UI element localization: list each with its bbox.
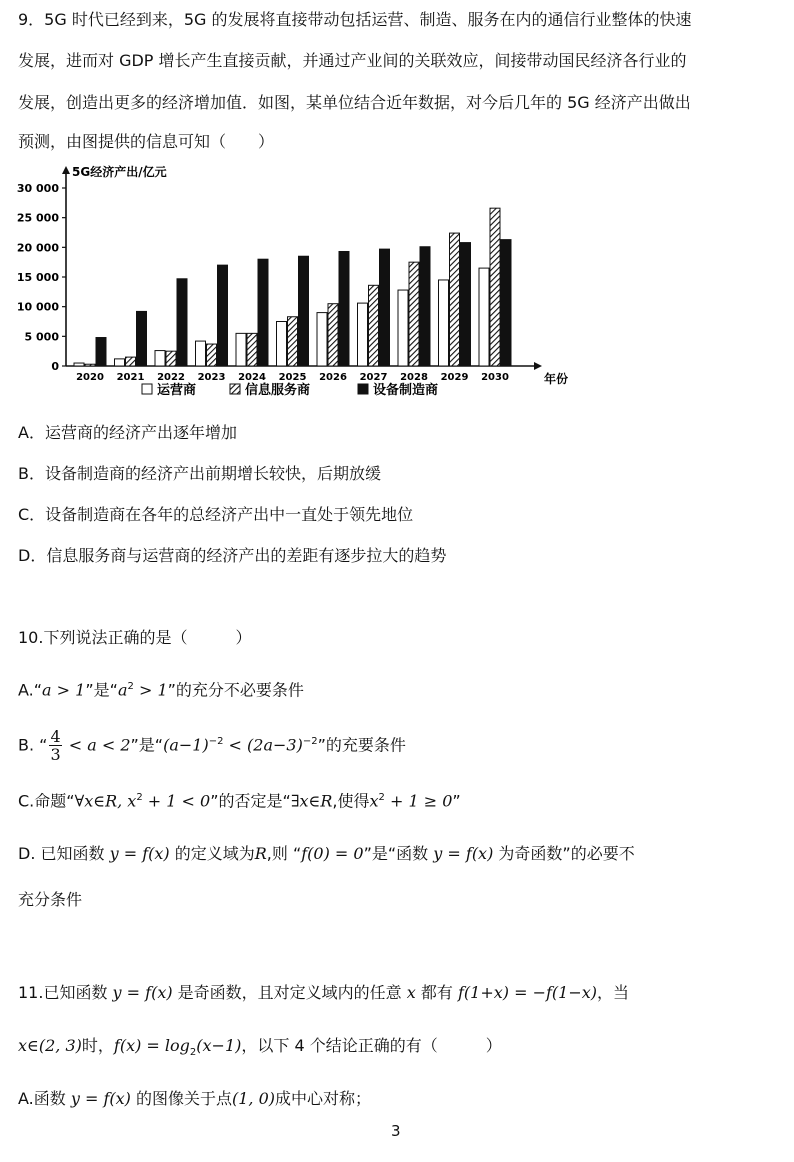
q10-option-b [18,724,406,763]
q10-d-mid3: ”是“函数 [363,844,429,863]
q10-a-math-2: > 1 [51,680,86,700]
x-tick-label: 2025 [278,372,307,383]
y-tick-label: 5 000 [24,330,59,344]
y-axis-arrow [62,166,70,174]
q10-d-post: 为奇函数”的必要不 [498,844,635,863]
q10-c-pre: C.命题“ [18,791,75,811]
q10-b-math-2: (a−1) [163,735,209,755]
q10-c-mid: ”的否定是“ [210,791,291,811]
q10-c-math-5: + 1 ≥ 0 [384,791,453,811]
q11-line-2 [18,1036,502,1063]
bar-equipment-2029 [461,243,471,366]
q10-d-math-1: y = f(x) [104,844,175,863]
q11-a-pre: A.函数 [18,1089,66,1108]
legend-swatch-2 [358,384,368,394]
bar-equipment-2024 [258,259,268,366]
y-tick-label: 25 000 [16,211,59,225]
q10-a-math-4: > 1 [133,680,168,700]
x-axis-arrow [534,362,542,370]
q10-b-fraction [49,728,61,763]
q10-c-exp-2: 2 [378,792,385,803]
q10-c-math-4: x [369,791,379,811]
bar-operator-2029 [439,280,449,366]
q10-b-math-1: < a < 2 [63,735,131,755]
bar-equipment-2022 [177,279,187,366]
bar-equipment-2026 [339,251,349,366]
q10-b-post: ”的充要条件 [317,735,406,755]
x-tick-label: 2020 [76,372,104,383]
bar-info-service-2021 [126,357,136,366]
x-tick-label: 2024 [238,372,266,383]
bar-operator-2024 [236,333,246,366]
bar-equipment-2023 [218,265,228,366]
bar-info-service-2020 [85,364,95,366]
q10-a-math-1: a [42,680,52,700]
bar-info-service-2022 [166,351,176,366]
q10-option-d [18,844,635,864]
page-number: 3 [391,1122,401,1140]
x-tick-label: 2021 [116,372,145,383]
x-tick-label: 2023 [197,372,226,383]
bar-info-service-2029 [450,233,460,366]
bar-equipment-2030 [501,240,511,366]
q11-l2-sub: 2 [189,1047,197,1059]
q10-c-math-2: + 1 < 0 [142,791,211,811]
q11-option-a [18,1089,371,1109]
q10-a-post: ”的充分不必要条件 [167,680,304,700]
q10-c-math-3: ∃x∈R [290,791,333,811]
y-tick-label: 30 000 [16,182,59,195]
bar-operator-2020 [74,363,84,366]
q10-d-pre: D. 已知函数 [18,844,105,863]
q11-l1-pre: 11.已知函数 [18,983,108,1002]
q11-l1-math-2: x [401,983,421,1002]
bar-equipment-2027 [380,249,390,366]
bar-info-service-2023 [207,344,217,366]
x-tick-label: 2027 [359,372,388,383]
bar-equipment-2020 [96,338,106,366]
q9-line-2: 发展，进而对 GDP 增长产生直接贡献，并通过产业间的关联效应，间接带动国民经济各行业的 [18,51,687,70]
y-tick-label: 10 000 [16,300,59,314]
q10-d-mid1: 的定义域为 [174,844,255,863]
q10-a-math-3: a [117,680,128,700]
q10-b-frac-num: 4 [50,727,61,747]
q10-c-post: ” [452,791,461,811]
bar-info-service-2030 [490,208,500,366]
q9-option-c: C．设备制造商在各年的总经济产出中一直处于领先地位 [18,505,414,524]
q11-line-1 [18,983,629,1003]
q11-l2-mid: 时， [81,1036,114,1055]
bar-operator-2021 [115,359,125,366]
q9-option-b: B．设备制造商的经济产出前期增长较快，后期放缓 [18,464,381,483]
q11-l2-math-3: (x−1) [196,1036,242,1055]
q10-title: 10.下列说法正确的是（ ） [18,628,252,647]
q10-b-exp-1: −2 [208,736,224,747]
legend-label-0: 运营商 [157,383,197,398]
x-tick-label: 2026 [319,372,347,383]
q9-option-a: A．运营商的经济产出逐年增加 [18,423,237,442]
q10-b-mid: ”是“ [130,735,164,755]
q10-option-d-line-2: 充分条件 [18,890,83,909]
y-tick-label: 20 000 [16,241,59,255]
q11-a-math-1: y = f(x) [65,1089,136,1108]
q10-c-mid2: ,使得 [332,791,370,811]
x-tick-label: 2028 [400,372,428,383]
q10-option-a [18,677,304,700]
q11-l1-math-3: f(1+x) = −f(1−x) [452,983,598,1002]
bar-operator-2025 [277,322,287,367]
bar-info-service-2024 [247,333,257,366]
q10-c-math-1: ∀x∈R, x [74,791,137,811]
x-tick-label: 2022 [157,372,185,383]
bar-operator-2027 [358,303,368,366]
bar-equipment-2021 [137,311,147,366]
q10-d-mid2: ,则 “ [266,844,302,863]
q11-l2-math-1: x∈(2, 3) [18,1036,82,1055]
bar-info-service-2027 [369,285,379,366]
q9-option-d: D．信息服务商与运营商的经济产出的差距有逐步拉大的趋势 [18,546,447,565]
q10-b-frac-den: 3 [50,745,61,765]
q11-a-post: 成中心对称； [275,1089,372,1108]
bar-equipment-2025 [299,256,309,366]
q9-line-1: 9．5G 时代已经到来，5G 的发展将直接带动包括运营、制造、服务在内的通信行业整体的快速 [18,10,692,29]
q11-a-mid: 的图像关于点 [135,1089,232,1108]
legend-swatch-1 [230,384,240,394]
q11-l2-post: ，以下 4 个结论正确的有（ ） [241,1036,502,1055]
y-tick-label: 15 000 [16,271,59,284]
q11-l1-math-1: y = f(x) [107,983,178,1002]
bar-operator-2026 [317,313,327,366]
q10-b-pre: B. “ [18,735,48,755]
q11-l1-post: ，当 [597,983,630,1002]
q11-a-math-2: (1, 0) [232,1089,276,1108]
bar-operator-2030 [479,268,489,366]
q10-a-exp: 2 [127,681,134,692]
bar-info-service-2026 [328,304,338,366]
q10-d-math-2: R [254,844,267,863]
bar-equipment-2028 [420,247,430,366]
y-tick-label: 0 [51,360,59,373]
x-axis-label: 年份 [544,372,569,386]
legend-swatch-0 [142,384,152,394]
q9-line-3: 发展，创造出更多的经济增加值．如图，某单位结合近年数据，对今后几年的 5G 经济产出做出 [18,93,691,112]
q10-a-pre: A.“ [18,680,43,700]
x-tick-label: 2030 [481,372,509,383]
q10-d-math-3: f(0) = 0 [301,844,364,863]
q10-d-math-4: y = f(x) [428,844,499,863]
bar-operator-2022 [155,351,165,366]
q10-option-c [18,788,461,811]
q11-l1-mid: 是奇函数，且对定义域内的任意 [177,983,402,1002]
q11-l2-math-2: f(x) = log [113,1036,190,1055]
q10-b-math-3: < (2a−3) [223,735,303,755]
chart-title: 5G经济产出/亿元 [72,165,167,179]
bar-info-service-2028 [409,262,419,366]
bar-chart [14,158,574,410]
q10-b-exp-2: −2 [302,736,318,747]
q9-line-4: 预测，由图提供的信息可知（ ） [18,132,275,151]
legend-label-1: 信息服务商 [245,383,311,398]
x-tick-label: 2029 [440,372,469,383]
q11-l1-mid2: 都有 [420,983,453,1002]
q10-c-exp-1: 2 [136,792,143,803]
bar-operator-2028 [398,290,408,366]
bar-operator-2023 [196,341,206,366]
legend-label-2: 设备制造商 [373,383,439,398]
q10-a-mid: ”是“ [85,680,118,700]
bar-info-service-2025 [288,317,298,366]
